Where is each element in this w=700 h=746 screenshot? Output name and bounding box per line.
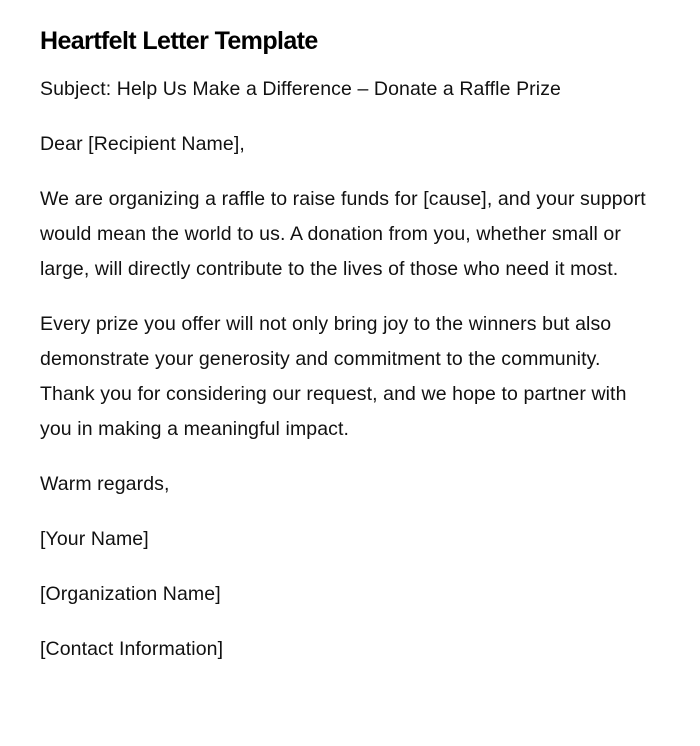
document-title: Heartfelt Letter Template [40,27,318,55]
signature-organization: [Organization Name] [40,583,221,605]
signature-block [40,522,660,667]
closing: Warm regards, [40,473,170,495]
body-paragraph-1: We are organizing a raffle to raise funds for [cause], and your support would mean the world to us. A donation from you, whether small or large, will directly contribute to the lives of those who need it most. [40,188,646,280]
signature-contact: [Contact Information] [40,638,224,660]
greeting: Dear [Recipient Name], [40,133,245,155]
body-paragraph-2: Every prize you offer will not only bring joy to the winners but also demonstrate your generosity and commitment to the community. Thank you for considering our request, and we hope to partner with you in making a meaningful impact. [40,313,627,440]
signature-name: [Your Name] [40,528,149,550]
subject-line: Subject: Help Us Make a Difference – Donate a Raffle Prize [40,78,562,100]
